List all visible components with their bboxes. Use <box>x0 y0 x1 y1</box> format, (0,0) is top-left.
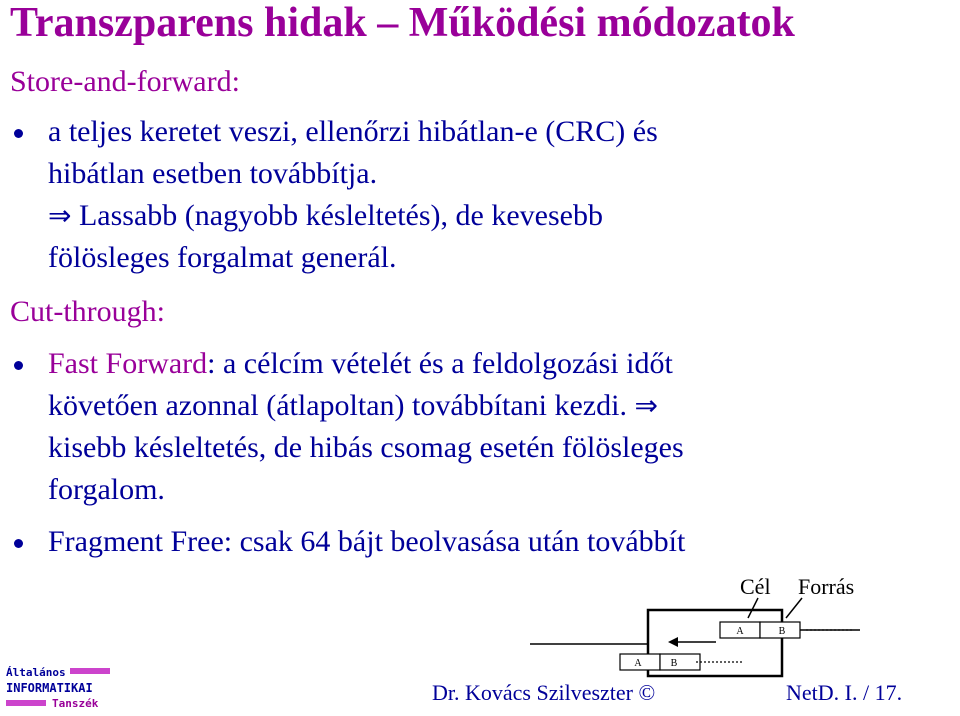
logo-line-2: INFORMATIKAI <box>6 681 93 695</box>
outgoing-field-b: B <box>670 658 678 669</box>
bullet-dot <box>10 344 30 384</box>
bullet-dot <box>10 522 30 562</box>
fast-forward-line-2 <box>48 386 658 426</box>
store-arrow-line-1 <box>48 196 603 236</box>
store-arrow-text: Lassabb (nagyobb késleltetés), de kevesebb <box>71 199 603 232</box>
footer-author: Dr. Kovács Szilveszter © <box>432 680 656 705</box>
fast-forward-line-1 <box>48 344 673 384</box>
logo-bar <box>70 668 110 674</box>
fragment-free-label: Fragment Free <box>48 525 224 558</box>
cut-through-heading: Cut-through: <box>10 295 165 328</box>
fast-forward-line-4: forgalom. <box>48 473 165 506</box>
logo-bar <box>6 700 46 706</box>
department-logo <box>6 664 114 712</box>
forward-arrow-head <box>668 637 678 647</box>
incoming-field-a: A <box>736 626 744 637</box>
fast-forward-text: : a célcím vételét és a feldolgozási időt <box>207 347 673 380</box>
logo-line-1: Általános <box>6 666 66 679</box>
implies-arrow-icon: ⇒ <box>48 199 72 232</box>
source-label: Forrás <box>798 574 855 599</box>
fragment-free-text: : csak 64 bájt beolvasása után továbbít <box>223 525 686 558</box>
fast-forward-line-3: kisebb késleltetés, de hibás csomag esetén fölösleges <box>48 431 684 464</box>
store-bullet-line-2: hibátlan esetben továbbítja. <box>48 157 378 190</box>
slide-title: Transzparens hidak – Működési módozatok <box>10 0 795 46</box>
store-bullet-line-1: a teljes keretet veszi, ellenőrzi hibátlan-e (CRC) és <box>48 115 658 148</box>
destination-label: Cél <box>740 574 771 599</box>
fragment-free-line <box>48 522 685 562</box>
store-and-forward-heading: Store-and-forward: <box>10 65 240 98</box>
footer-page-number: NetD. I. / 17. <box>786 680 903 705</box>
fast-forward-label: Fast Forward <box>48 347 208 380</box>
destination-pointer <box>748 598 758 618</box>
source-pointer <box>786 598 802 618</box>
implies-arrow-icon: ⇒ <box>634 389 658 422</box>
incoming-field-b: B <box>778 626 786 637</box>
outgoing-field-a: A <box>634 658 642 669</box>
logo-line-3: Tanszék <box>52 697 99 710</box>
outgoing-frame-b <box>660 654 700 670</box>
bullet-dot <box>10 112 30 152</box>
store-arrow-line-2: fölösleges forgalmat generál. <box>48 241 397 274</box>
bridge-frame-diagram <box>520 570 960 680</box>
fast-forward-text-2: követően azonnal (átlapoltan) továbbítani kezdi. <box>48 389 627 422</box>
